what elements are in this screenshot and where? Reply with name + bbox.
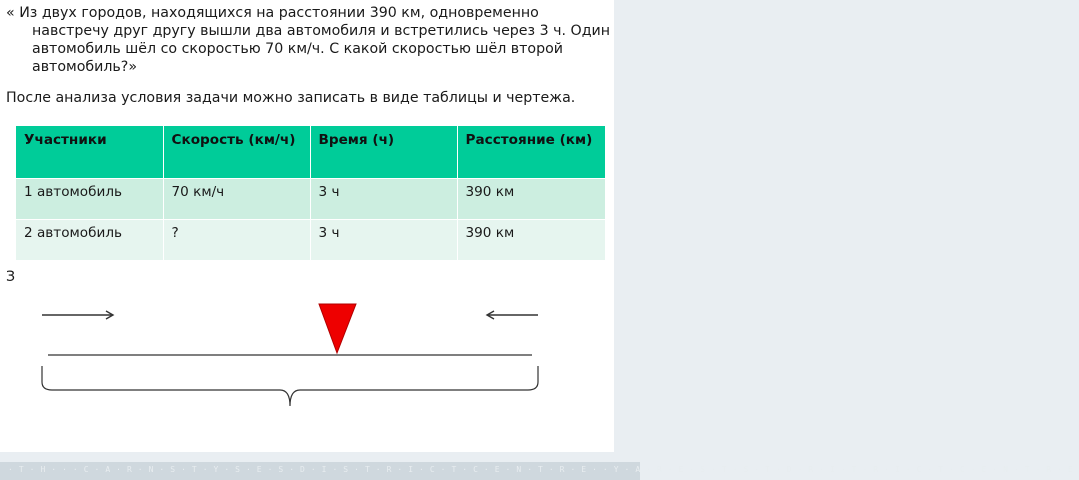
table-cell: 3 ч bbox=[310, 178, 457, 219]
header-participants: Участники bbox=[16, 126, 163, 178]
footer-strip bbox=[0, 462, 1079, 480]
analysis-text: После анализа условия задачи можно записать в виде таблицы и чертежа. bbox=[6, 90, 576, 106]
header-speed: Скорость (км/ч) bbox=[163, 126, 310, 178]
table-cell: 390 км bbox=[457, 178, 605, 219]
table-row bbox=[16, 178, 605, 219]
motion-diagram bbox=[0, 290, 614, 420]
table-cell: 3 ч bbox=[310, 219, 457, 260]
table-header-row bbox=[16, 126, 605, 178]
table-cell: ? bbox=[163, 219, 310, 260]
meeting-point-marker bbox=[319, 304, 356, 353]
header-distance: Расстояние (км) bbox=[457, 126, 605, 178]
table-cell: 70 км/ч bbox=[163, 178, 310, 219]
table-cell: 2 автомобиль bbox=[16, 219, 163, 260]
distance-brace bbox=[42, 366, 538, 406]
table-cell: 1 автомобиль bbox=[16, 178, 163, 219]
header-time: Время (ч) bbox=[310, 126, 457, 178]
problem-text: « Из двух городов, находящихся на расстоянии 390 км, одновременно навстречу друг другу вышли два автомобиля и встретились через 3 ч. Один автомобиль шёл со скоростью 70 км/ч. С какой скоростью шёл второй автомобиль?» bbox=[6, 5, 610, 75]
table-row bbox=[16, 219, 605, 260]
obscured-text: З bbox=[6, 269, 16, 285]
footer-text: ·T·H···C·A·R·N·S·T·Y·S·E·S·D·I·S·T·R·I·C·T·C·E·N·T·R·E··Y·A·R·E·S·T·S·T·D·R·I·T·R·I·C·T·C·E·N·T·R·E bbox=[8, 465, 1079, 474]
data-table bbox=[16, 126, 606, 260]
table-cell: 390 км bbox=[457, 219, 605, 260]
